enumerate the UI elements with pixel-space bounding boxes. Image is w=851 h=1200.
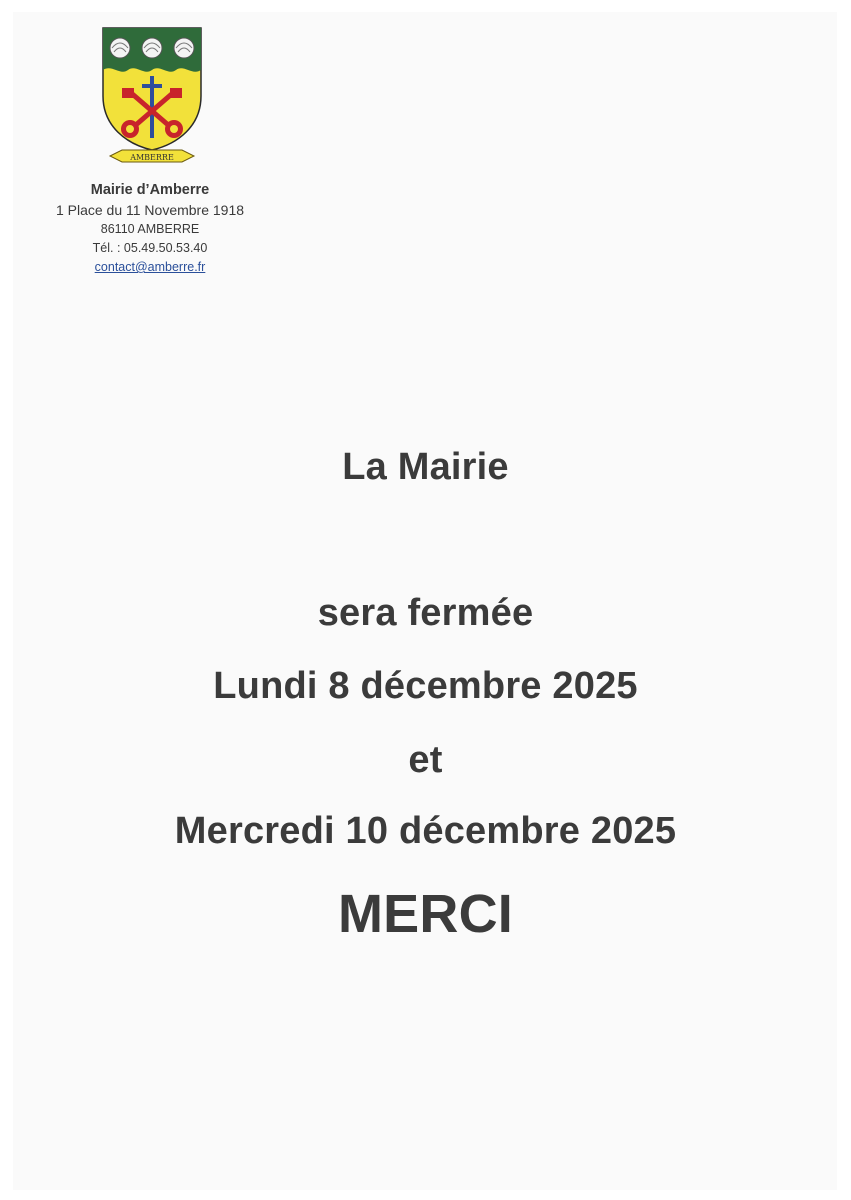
municipal-crest-logo xyxy=(100,26,204,168)
postal-city: 86110 AMBERRE xyxy=(100,222,200,236)
email-link[interactable]: contact@amberre.fr xyxy=(94,260,206,274)
letterhead xyxy=(20,180,280,277)
notice-closed-text: sera fermée xyxy=(317,592,534,634)
notice-date-monday: Lundi 8 décembre 2025 xyxy=(213,665,638,707)
phone-number: Tél. : 05.49.50.53.40 xyxy=(92,241,208,255)
notice-conjunction: et xyxy=(408,739,443,781)
notice-thanks: MERCI xyxy=(338,884,513,944)
notice-date-wednesday: Mercredi 10 décembre 2025 xyxy=(174,810,677,852)
organization-name: Mairie d’Amberre xyxy=(90,182,210,198)
notice-title: La Mairie xyxy=(342,446,509,488)
address-line: 1 Place du 11 Novembre 1918 xyxy=(55,202,245,218)
crest-ribbon-text: AMBERRE xyxy=(130,153,174,162)
